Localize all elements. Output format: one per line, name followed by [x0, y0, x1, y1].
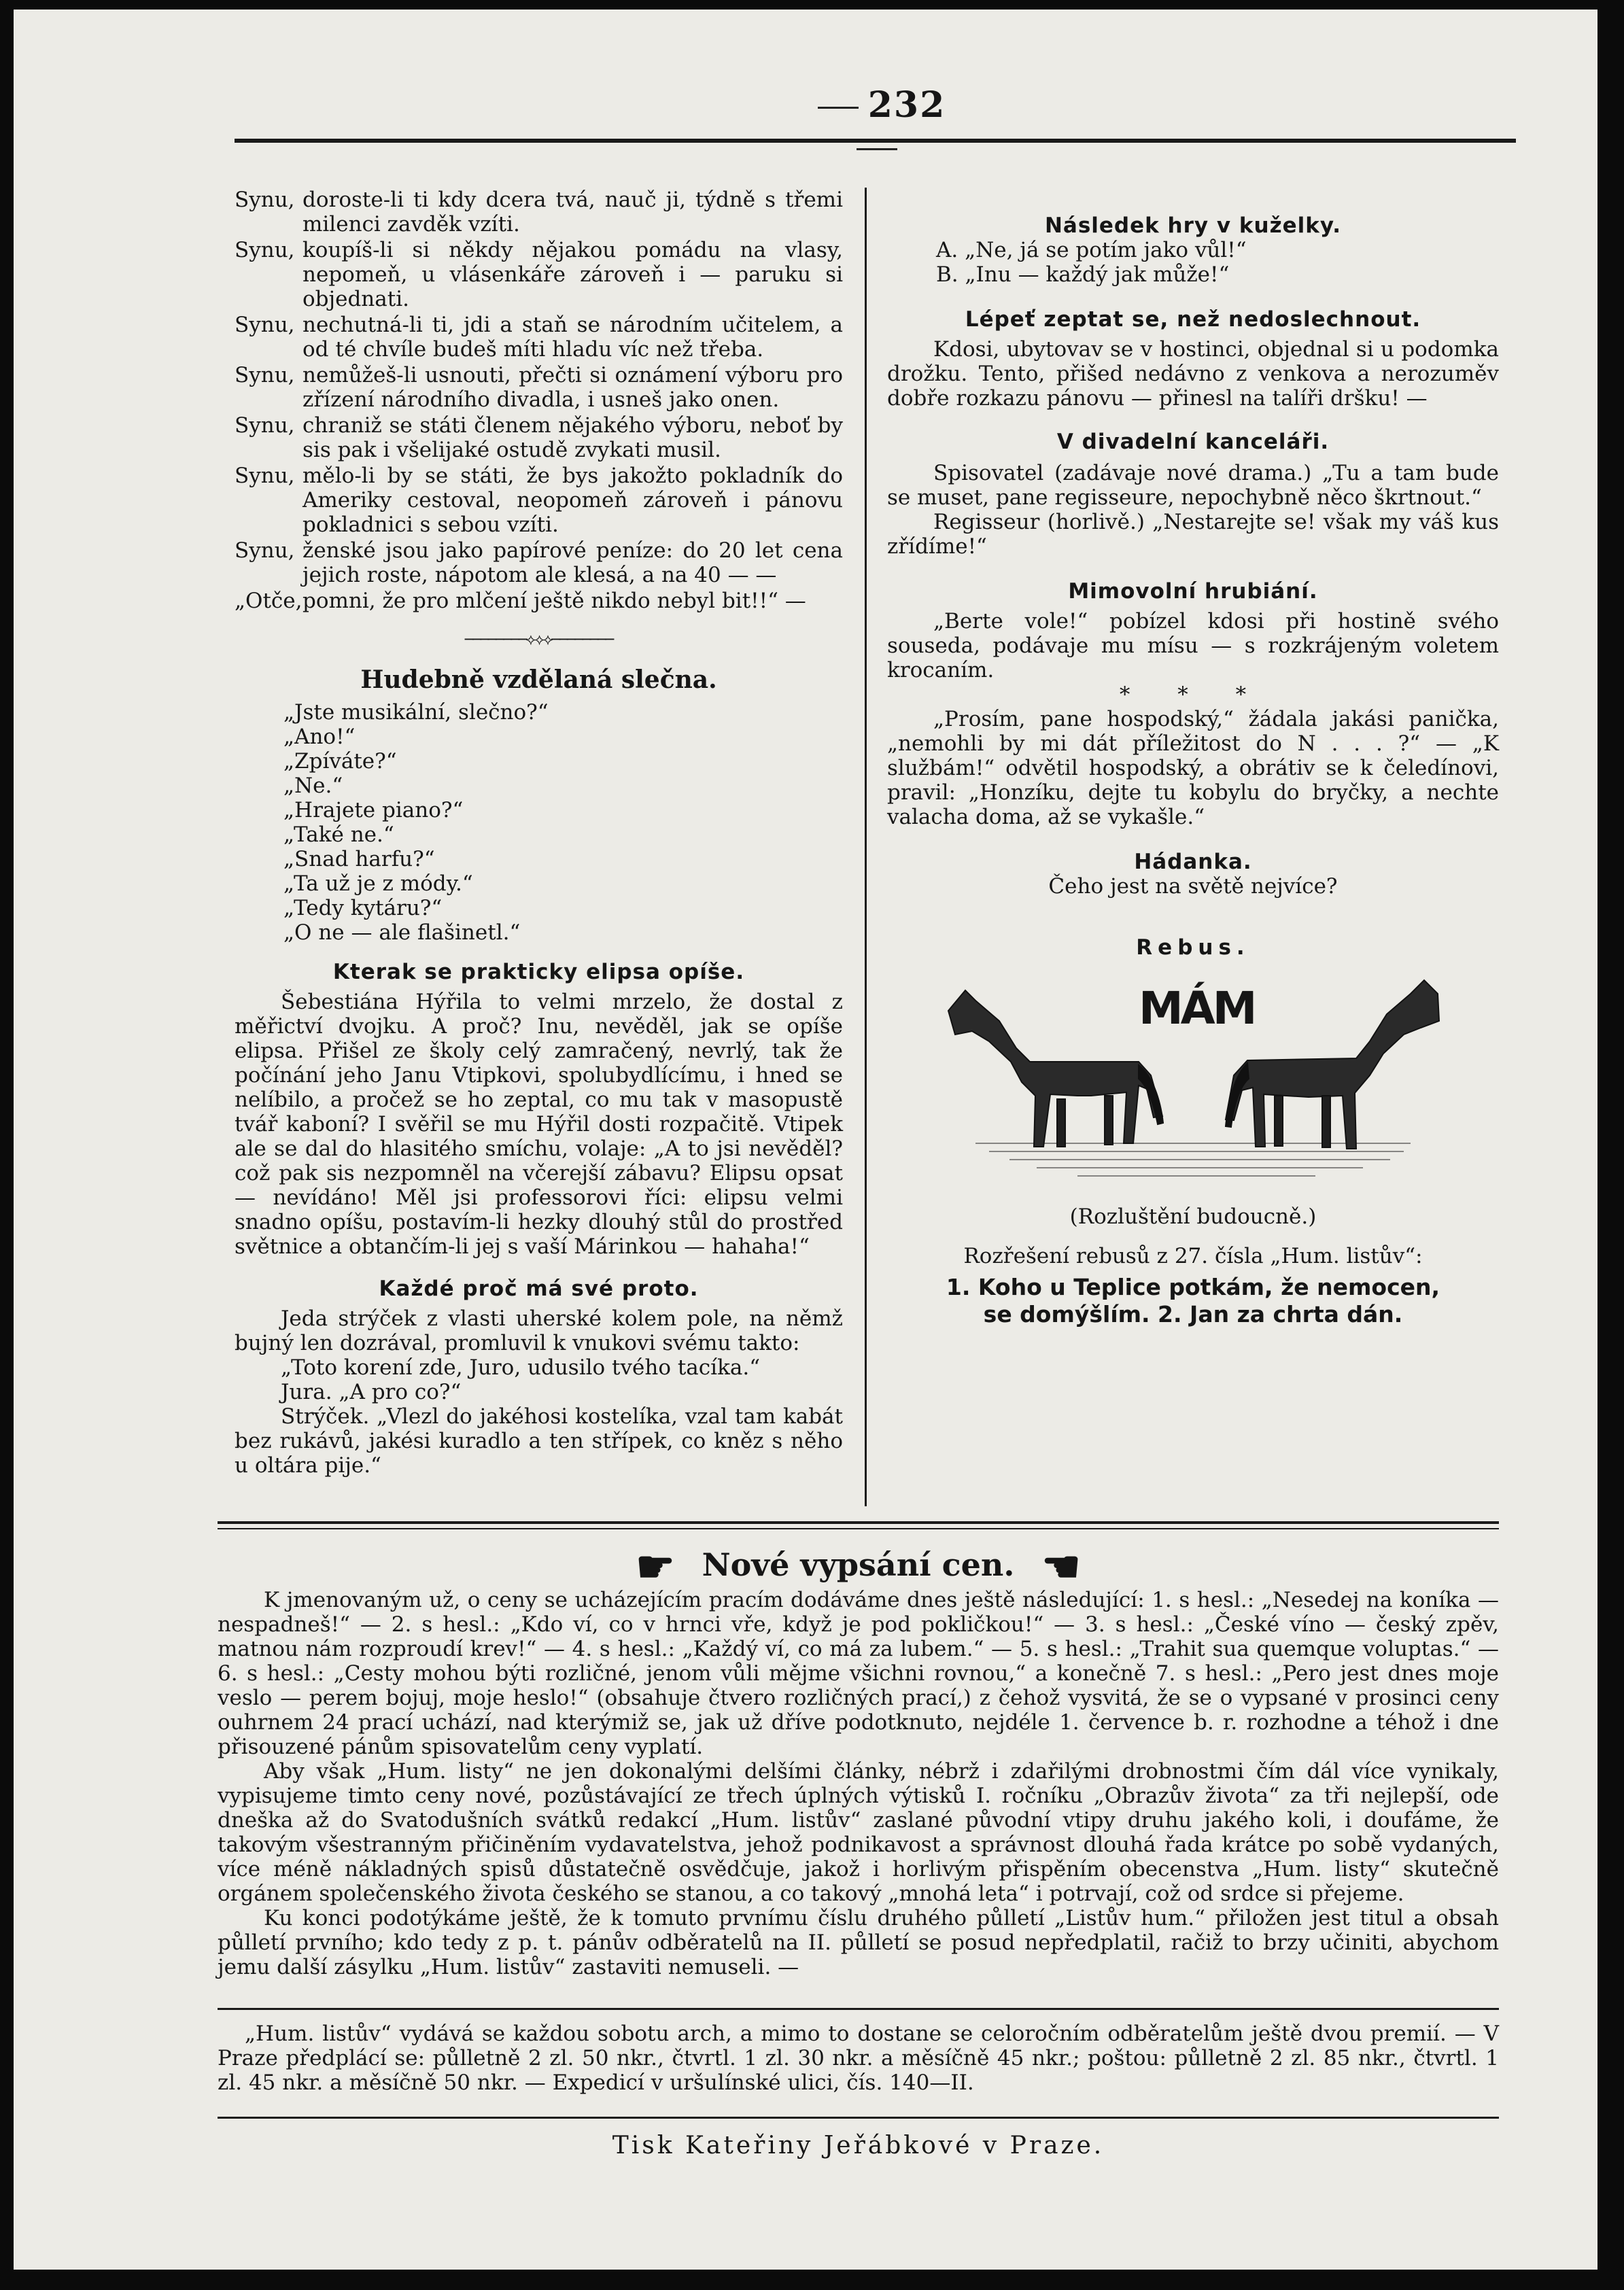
hadanka-text: Čeho jest na světě nejvíce?	[1048, 874, 1338, 899]
dialogue-line: „Ta už je z módy.“	[283, 871, 473, 896]
synu-text: nechutná-li ti, jdi a staň se národním učitelem, a od té chvíle budeš míti hladu víc než třeba.	[303, 313, 843, 362]
divadelni-p1: Spisovatel (zadávaje nové drama.) „Tu a tam bude se muset, pane regisseure, nepochybně něco škrtnout.“	[887, 461, 1499, 510]
pointing-hand-right-icon: ☛	[636, 1542, 675, 1593]
section-rule-bottom	[218, 1528, 1499, 1529]
rebus-solved-intro: Rozřešení rebusů z 27. čísla „Hum. listův“:	[963, 1244, 1423, 1268]
stars-separator: * * *	[1119, 682, 1267, 707]
kazde-p4: Strýček. „Vlezl do jakéhosi kostelíka, vzal tam kabát bez rukávů, jakési kuradlo a ten střípek, co kněz s něho u oltára pije.“	[235, 1404, 843, 1478]
rebus-letters: MÁM	[1139, 982, 1255, 1035]
elipsa-text: Šebestiána Hýřila to velmi mrzelo, že dostal z měřictví dvojku. A proč? Inu, nevěděl, jak se opíše elipsa. Přišel ze školy celý zamračený, nevrlý, tak že počínání jeho Janu Vtipkovi, spolubydlícímu, i hned se nelíbilo, a pročež se ho zeptal, co mu tak v masopustě tvář kaboní? I svěřil se mu Hýřil dosti rozpačitě. Vtipek ale se dal do hlasitého smíchu, volaje: „A to jsi nevěděl? což pak sis nezpomněl na včerejší zábavu? Elipsu opsat — nevídáno! Měl jsi professorovi říci: elipsu velmi snadno opíšu, postavím-li hezky dlouhý stůl do prostřed světnice a obtančím-li jej s vaší Márinkou — hahaha!“	[235, 990, 843, 1259]
synu-text: doroste-li ti kdy dcera tvá, nauč ji, týdně s třemi milenci zavděk vzíti.	[303, 188, 843, 237]
synu-text: chraniž se státi členem nějakého výboru, neboť by sis pak i všelijaké ostudě zvykati musil.	[303, 413, 843, 462]
synu-word: „Otče,	[235, 589, 303, 613]
kuzelky-b: B. „Inu — každý jak může!“	[936, 262, 1230, 287]
prize-paragraph-1: K jmenovaným už, o ceny se ucházejícím pracím dodáváme dnes ještě následující: 1. s hesl.: „Nesedej na koníka — nespadneš!“ — 2. s hesl.: „Kdo ví, co v hrnci vře, když je pod pokličkou!“ — 3. s hesl.: „České víno — český zpěv, matnou nám rozproudí krev!“ — 4. s hesl.: „Každý ví, co má za lubem.“ — 5. s hesl.: „Trahit sua quemque voluptas.“ — 6. s hesl.: „Cesty mohou býti rozličné, jenom vůli mějme všichni rovnou,“ a konečně 7. s hesl.: „Pero jest dnes moje veslo — perem bojuj, moje heslo!“ (obsahuje čtvero rozličných prací,) z čehož vysvitá, že se o vypsané v prosinci ceny ouhrnem 24 prací uchází, nad kterýmiž se, jak už dříve podotknuto, nejdéle 1. července b. r. rozhodne a téhož i dne přisouzené pánům spisovatelům ceny vyplatí.	[218, 1588, 1499, 1759]
synu-text: nemůžeš-li usnouti, přečti si oznámení výboru pro zřízení národního divadla, i usneš jako onen.	[303, 363, 843, 412]
dialogue-line: „O ne — ale flašinetl.“	[283, 920, 521, 945]
mimovolni-title: Mimovolní hrubiání.	[1068, 579, 1318, 604]
prize-title: Nové vypsání cen.	[702, 1546, 1015, 1583]
kazde-p3: Jura. „A pro co?“	[281, 1380, 462, 1404]
hadanka-title: Hádanka.	[1134, 850, 1252, 874]
column-divider	[865, 188, 867, 1506]
newspaper-page	[14, 10, 1597, 2270]
kuzelky-title: Následek hry v kuželky.	[1044, 213, 1342, 238]
rebus-title: Rebus.	[1136, 935, 1250, 960]
synu-item	[235, 464, 843, 537]
printer-rule	[218, 2117, 1499, 2119]
dialogue-line: „Jste musikální, slečno?“	[283, 700, 549, 725]
synu-word: Synu,	[235, 188, 295, 212]
dialogue-line: „Také ne.“	[283, 822, 394, 847]
kazde-p1: Jeda strýček z vlasti uherské kolem pole, na němž bujný len dozrával, promluvil k vnukovi svému takto:	[235, 1306, 843, 1355]
elipsa-title: Kterak se prakticky elipsa opíše.	[332, 960, 745, 984]
left-horse-icon	[948, 990, 1163, 1147]
synu-item	[235, 413, 843, 462]
synu-text: mělo-li by se státi, že bys jakožto pokladník do Ameriky cestoval, neopomeň zároveň i pánovu pokladnici s sebou vzíti.	[303, 464, 843, 537]
right-horse-icon	[1226, 980, 1439, 1149]
dialogue-line: „Snad harfu?“	[283, 847, 435, 871]
prize-paragraph-2: Aby však „Hum. listy“ ne jen dokonalými delšími články, nébrž i zdařilými drobnostmi čím dál více vynikaly, vypisujeme timto ceny nové, pozůstávající ze třech úplných výtisků I. ročníku „Obrazův života“ za tři nejlepší, ode dneška až do Svatodušních svátků redakcí „Hum. listův“ zaslané původní vtipy druhu jakého koli, i doufáme, že takovým všestranným přičiněním vydavatelstva, jehož podnikavost a správnost dlouhá řada krátce po sobě vydaných, více méně nákladných spisů důstatečně osvědčuje, jakož i horlivým přispěním obecenstva „Hum. listy“ skutečně orgánem společenského života českého se stanou, a co takový „mnohá leta“ i potrvají, což od srdce si přejeme.	[218, 1759, 1499, 1906]
hudebne-dialogue	[235, 700, 843, 945]
lepe-text: Kdosi, ubytovav se v hostinci, objednal si u podomka drožku. Tento, přišed nedávno z venkova a nerozuměv dobře rozkazu pánovu — přinesl na talíři dršku! —	[887, 337, 1499, 411]
prize-paragraph-3: Ku konci podotýkáme ještě, že k tomuto prvnímu číslu druhého půlletí „Listův hum.“ přiložen jest titul a obsah půlletí prvního; kdo tedy z p. t. pánův odběratelů na II. půlletí se posud nepředplatil, račiž to brzy učiniti, abychom jemu další zásylku „Hum. listův“ zastaviti nemuseli. —	[218, 1906, 1499, 1979]
page-number: 232	[789, 84, 965, 167]
dialogue-line: „Ne.“	[283, 774, 343, 798]
synu-item	[235, 363, 843, 412]
rebus-answer-1: 1. Koho u Teplice potkám, že nemocen,	[946, 1274, 1440, 1300]
mimovolni-p1: „Berte vole!“ pobízel kdosi při hostině svého souseda, podávaje mu mísu — s rozkrájeným voletem krocaním.	[887, 609, 1499, 682]
hudebne-title: Hudebně vzdělaná slečna.	[360, 665, 717, 694]
left-column	[235, 188, 843, 1478]
synu-item	[235, 589, 843, 613]
synu-item	[235, 538, 843, 587]
subscription-rule	[218, 2008, 1499, 2010]
synu-word: Synu,	[235, 238, 295, 262]
lepe-title: Lépeť zeptat se, než nedoslechnout.	[965, 307, 1421, 332]
kazde-p2: „Toto korení zde, Juro, udusilo tvého tacíka.“	[281, 1355, 761, 1380]
synu-word: Synu,	[235, 313, 295, 337]
synu-text: koupíš-li si někdy nějakou pomádu na vlasy, nepomeň, u vlásenkáře zároveň i — paruku si objednati.	[303, 238, 843, 311]
right-column	[887, 213, 1499, 1328]
section-rule-top	[218, 1521, 1499, 1524]
subscription-text: „Hum. listův“ vydává se každou sobotu arch, a mimo to dostane se celoročním odběratelům ještě dvou premií. — V Praze předplácí se: půlletně 2 zl. 50 nkr., čtvrtl. 1 zl. 30 nkr. a měsíčně 45 nkr.; poštou: půlletně 2 zl. 85 nkr., čtvrtl. 1 zl. 45 nkr. a měsíčně 50 nkr. — Expedicí v uršulínské ulici, čís. 140—II.	[218, 2022, 1499, 2095]
synu-text: pomni, že pro mlčení ještě nikdo nebyl bit!!“ —	[303, 589, 806, 613]
printer-line: Tisk Kateřiny Jeřábkové v Praze.	[612, 2132, 1105, 2159]
synu-word: Synu,	[235, 363, 295, 387]
dialogue-line: „Ano!“	[283, 725, 356, 749]
pointing-hand-left-icon: ☚	[1041, 1542, 1081, 1593]
synu-word: Synu,	[235, 413, 295, 438]
prize-announcement	[218, 1542, 1499, 1979]
ornament-divider: ────────⟡⟡⟡────────	[464, 631, 613, 648]
rebus-answer-2: se domýšlím. 2. Jan za chrta dán.	[983, 1301, 1403, 1328]
divadelni-p2: Regisseur (horlivě.) „Nestarejte se! však my váš kus zřídíme!“	[887, 510, 1499, 559]
kuzelky-a: A. „Ne, já se potím jako vůl!“	[936, 238, 1247, 262]
synu-item	[235, 313, 843, 362]
dialogue-line: „Tedy kytáru?“	[283, 896, 443, 920]
header-rule	[235, 139, 1516, 143]
synu-proverbs	[235, 188, 843, 613]
divadelni-title: V divadelní kanceláři.	[1056, 430, 1330, 454]
kazde-title: Každé proč má své proto.	[379, 1277, 699, 1301]
rebus-caption: (Rozluštění budoucně.)	[1069, 1204, 1317, 1229]
dialogue-line: „Hrajete piano?“	[283, 798, 464, 822]
subscription-block	[218, 2022, 1499, 2095]
synu-item	[235, 238, 843, 311]
synu-item	[235, 188, 843, 237]
dialogue-line: „Zpíváte?“	[283, 749, 397, 774]
synu-text: ženské jsou jako papírové peníze: do 20 let cena jejich roste, nápotom ale klesá, a na 40 — —	[303, 538, 843, 587]
prize-title-row	[218, 1542, 1499, 1593]
mimovolni-p2: „Prosím, pane hospodský,“ žádala jakási panička, „nemohli by mi dát příležitost do N . . . ?“ — „K službám!“ odvětil hospodský, a obrátiv se k čeledínovi, pravil: „Honzíku, dejte tu kobylu do bryčky, a nechte valacha doma, až se vykašle.“	[887, 707, 1499, 829]
rebus-picture	[935, 973, 1451, 1191]
synu-word: Synu,	[235, 538, 295, 563]
synu-word: Synu,	[235, 464, 295, 488]
